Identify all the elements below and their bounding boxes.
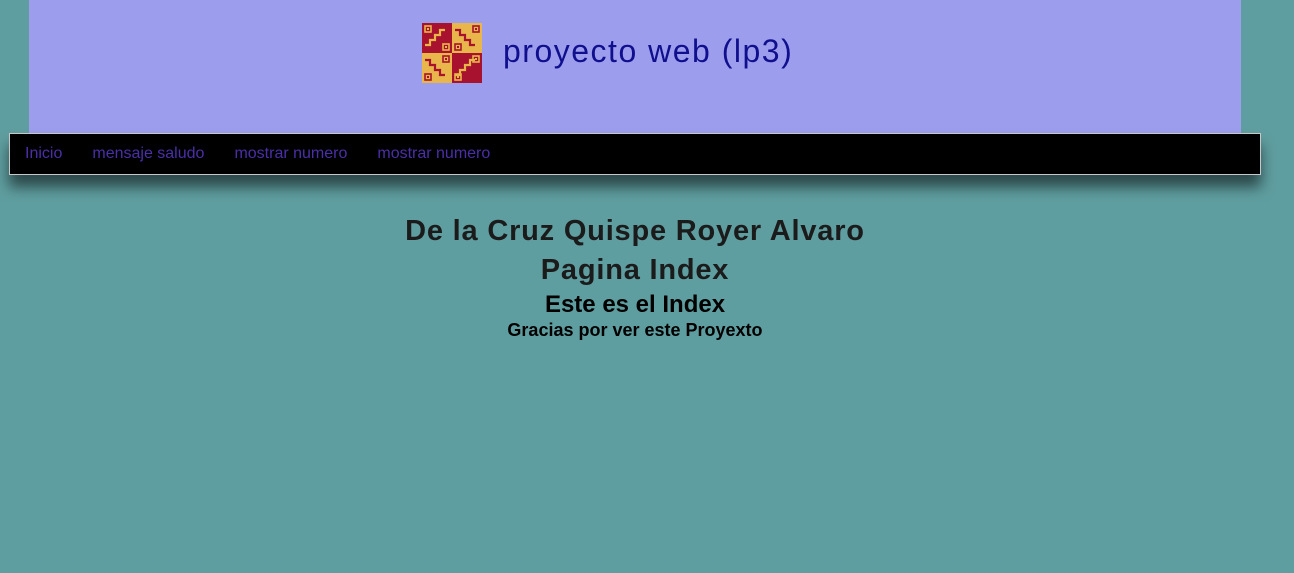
nav-link-inicio[interactable]: Inicio <box>25 145 63 162</box>
site-title: proyecto web (lp3) <box>503 32 794 69</box>
page-title: Pagina Index <box>540 254 730 286</box>
main-content <box>0 212 1270 340</box>
nav-link-mostrar-numero[interactable]: mostrar numero <box>234 145 348 162</box>
subtitle-heading: Este es el Index <box>544 291 726 318</box>
brand <box>422 23 793 83</box>
nav-link-mensaje-saludo[interactable]: mensaje saludo <box>92 145 205 162</box>
thanks-text: Gracias por ver este Proyexto <box>507 320 763 340</box>
chakana-pattern-icon <box>422 23 482 83</box>
main-navbar <box>9 133 1261 175</box>
author-heading: De la Cruz Quispe Royer Alvaro <box>405 215 865 247</box>
site-header <box>29 0 1241 133</box>
nav-link-mostrar-numero-2[interactable]: mostrar numero <box>377 145 491 162</box>
